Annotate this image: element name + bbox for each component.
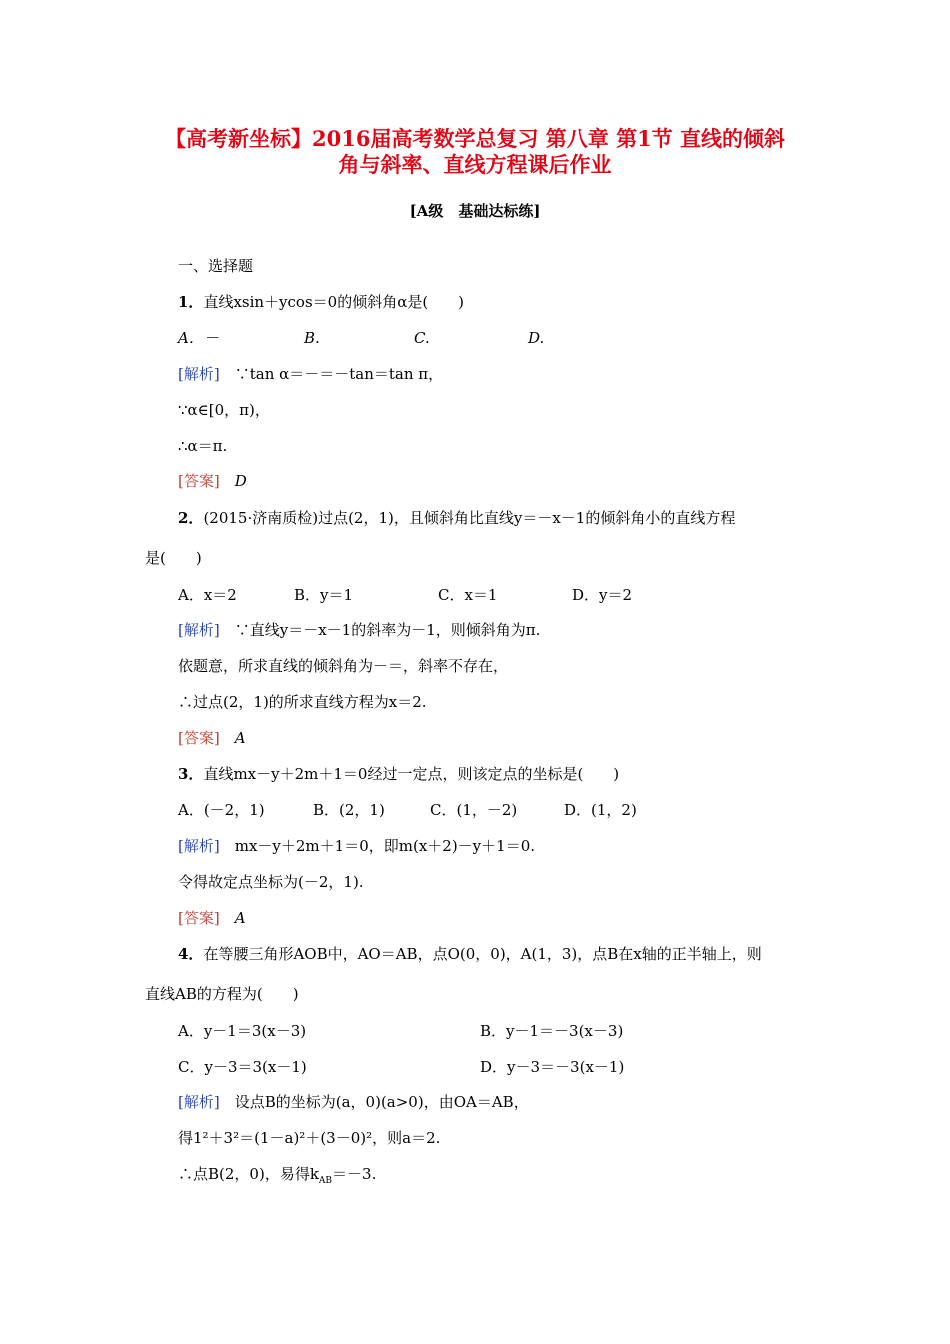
question-number: 1． [178, 293, 204, 311]
question-number: 3． [178, 765, 204, 783]
answer-value: D [234, 472, 247, 490]
question-stem-continued: 是( ) [145, 549, 202, 567]
answer-label: [答案] [178, 729, 220, 747]
option-d: D. [528, 329, 545, 347]
option-a: A．(－2，1) [178, 801, 265, 819]
option-d: D．y＝2 [572, 586, 633, 604]
answer-label: [答案] [178, 909, 220, 927]
answer-line [178, 908, 246, 928]
document-title-line2: 角与斜率、直线方程课后作业 [338, 152, 612, 177]
solution-text-tail: ＝－3. [332, 1165, 377, 1183]
analysis-text: ∵tan α＝－＝－tan＝tan π， [234, 365, 444, 383]
option-d: D．(1，2) [564, 801, 637, 819]
section-heading: 一、选择题 [178, 257, 254, 275]
answer-value: A [234, 729, 246, 747]
solution-line: 依题意，所求直线的倾斜角为－＝，斜率不存在， [178, 657, 509, 675]
question-3 [178, 764, 619, 784]
question-4 [178, 944, 762, 964]
answer-line [178, 471, 247, 491]
option-c: C．x＝1 [438, 586, 498, 604]
analysis-label: [解析] [178, 621, 220, 639]
option-a: A．y－1＝3(x－3) [178, 1022, 307, 1040]
analysis-line [178, 364, 443, 384]
question-stem: 直线mx－y＋2m＋1＝0经过一定点，则该定点的坐标是( ) [203, 765, 620, 783]
option-b: B. [304, 329, 320, 347]
solution-line: ∴α＝π. [178, 437, 228, 455]
question-stem-continued: 直线AB的方程为( ) [145, 985, 299, 1003]
solution-line: ∵α∈[0，π)， [178, 401, 270, 419]
analysis-line [178, 1092, 529, 1112]
question-2 [178, 508, 735, 528]
solution-line: ∴过点(2，1)的所求直线方程为x＝2. [178, 693, 427, 711]
solution-line: 令得故定点坐标为(－2，1). [178, 873, 364, 891]
answer-label: [答案] [178, 472, 220, 490]
solution-line: 得1²＋3²＝(1－a)²＋(3－0)²，则a＝2. [178, 1129, 441, 1147]
analysis-line [178, 620, 540, 640]
answer-line [178, 728, 246, 748]
analysis-label: [解析] [178, 837, 220, 855]
analysis-text: ∵直线y＝－x－1的斜率为－1，则倾斜角为π. [234, 621, 541, 639]
answer-value: A [234, 909, 246, 927]
option-b: B．(2，1) [313, 801, 385, 819]
slope-subscript: AB [318, 1176, 333, 1186]
analysis-label: [解析] [178, 1093, 220, 1111]
question-number: 2． [178, 509, 204, 527]
question-stem: (2015·济南质检)过点(2，1)，且倾斜角比直线y＝－x－1的倾斜角小的直线方程 [203, 509, 736, 527]
option-c: C．y－3＝3(x－1) [178, 1058, 307, 1076]
option-b: B．y－1＝－3(x－3) [480, 1022, 624, 1040]
question-number: 4． [178, 945, 204, 963]
document-title-line1: 【高考新坐标】2016届高考数学总复习 第八章 第1节 直线的倾斜 [165, 126, 785, 151]
level-heading: [A级 基础达标练] [409, 202, 541, 220]
option-a: A．－ [178, 329, 219, 347]
analysis-text: 设点B的坐标为(a，0)(a>0)，由OA＝AB， [234, 1093, 529, 1111]
option-c: C. [414, 329, 430, 347]
analysis-text: mx－y＋2m＋1＝0，即m(x＋2)－y＋1＝0. [234, 837, 536, 855]
option-b: B．y＝1 [294, 586, 354, 604]
analysis-line [178, 836, 535, 856]
question-stem: 直线xsin＋ycos＝0的倾斜角α是( ) [203, 293, 465, 311]
solution-text: ∴点B(2，0)，易得k [178, 1165, 319, 1183]
option-d: D．y－3＝－3(x－1) [480, 1058, 625, 1076]
solution-line [178, 1164, 376, 1191]
question-stem: 在等腰三角形AOB中，AO＝AB，点O(0，0)，A(1，3)，点B在x轴的正半轴上，则 [203, 945, 762, 963]
option-a: A．x＝2 [178, 586, 237, 604]
option-c: C．(1，－2) [430, 801, 518, 819]
question-1 [178, 292, 464, 312]
analysis-label: [解析] [178, 365, 220, 383]
